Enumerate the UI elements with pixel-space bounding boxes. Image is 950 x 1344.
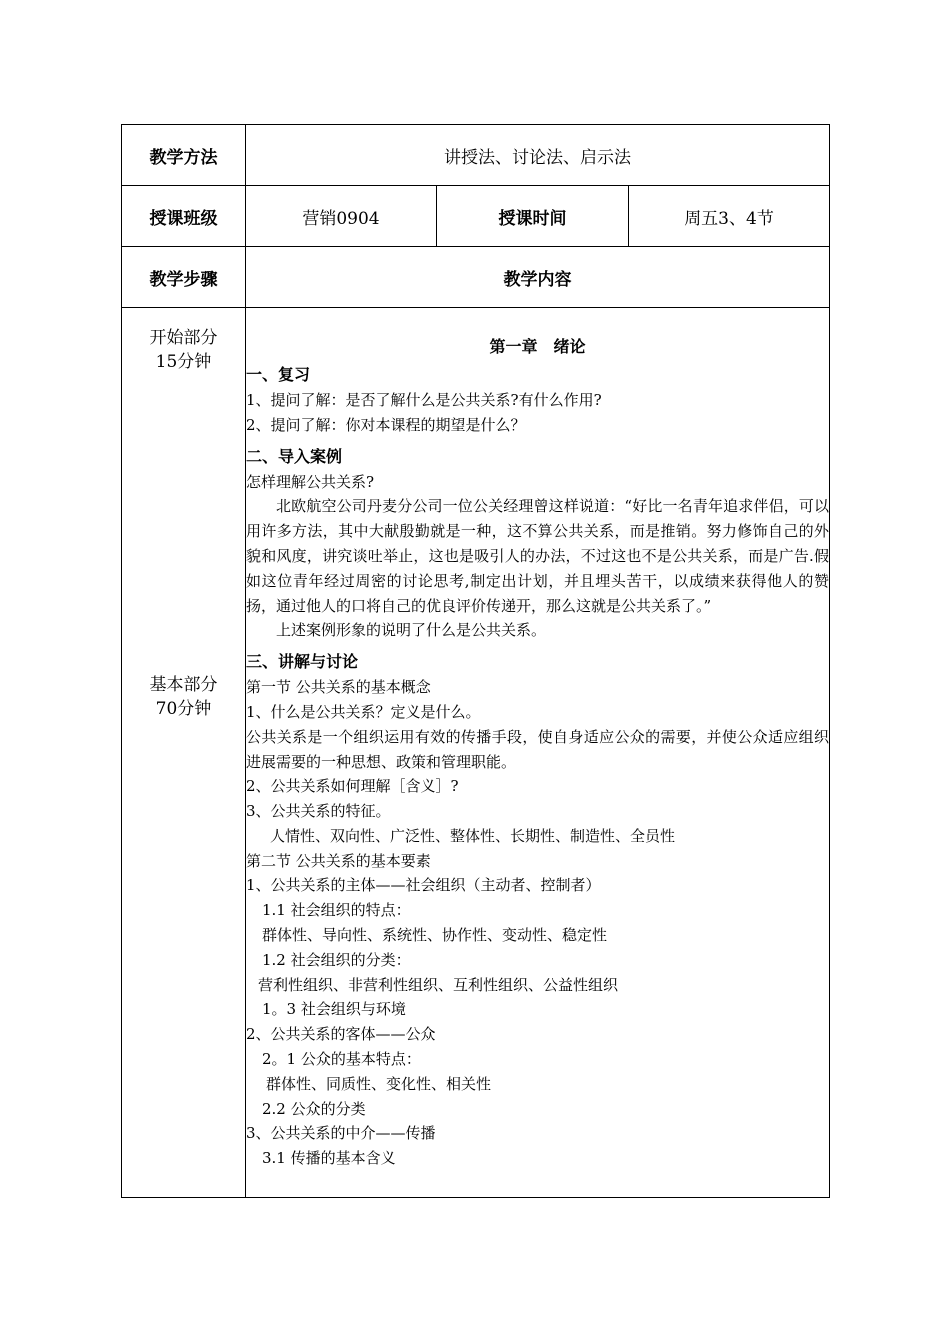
method-row <box>122 125 830 186</box>
case-question: 怎样理解公共关系? <box>246 472 375 491</box>
discussion-line: 3、公共关系的中介——传播 <box>246 1124 436 1143</box>
discussion-line: 1、公共关系的主体——社会组织（主动者、控制者） <box>246 876 601 895</box>
time-label: 授课时间 <box>437 186 629 247</box>
lesson-plan-table <box>121 124 830 1198</box>
discussion-line: 第一节 公共关系的基本概念 <box>246 678 431 697</box>
method-value: 讲授法、讨论法、启示法 <box>246 125 830 186</box>
discussion-line: 公共关系是一个组织运用有效的传播手段，使自身适应公众的需要，并使公众适应组织进展需要的一种思想、政策和管理职能。 <box>246 727 830 771</box>
discussion-line: 3.1 传播的基本含义 <box>262 1149 396 1168</box>
discussion-line: 1、什么是公共关系？定义是什么。 <box>246 702 481 721</box>
chapter-title: 第一章 绪论 <box>489 336 586 356</box>
body-row <box>122 308 830 1198</box>
discussion-line: 1.1 社会组织的特点： <box>262 901 411 920</box>
discussion-line: 1.2 社会组织的分类： <box>262 950 411 969</box>
discussion-line: 群体性、同质性、变化性、相关性 <box>266 1074 492 1093</box>
case-heading: 二、导入案例 <box>246 446 343 466</box>
discussion-line: 2、公共关系如何理解［含义］? <box>246 777 459 796</box>
content-column <box>246 308 830 1198</box>
start-step-duration: 15分钟 <box>155 352 212 372</box>
basic-step-duration: 70分钟 <box>155 699 212 719</box>
discussion-heading: 三、讲解与讨论 <box>246 652 359 672</box>
discussion-line: 2、公共关系的客体——公众 <box>246 1025 436 1044</box>
basic-step-name: 基本部分 <box>149 675 218 695</box>
discussion-lines <box>246 675 829 1171</box>
discussion-line: 2。1 公众的基本特点： <box>262 1050 421 1069</box>
class-label: 授课班级 <box>122 186 246 247</box>
steps-column <box>122 308 246 1198</box>
discussion-line: 群体性、导向性、系统性、协作性、变动性、稳定性 <box>262 926 608 945</box>
content-label: 教学内容 <box>246 247 830 308</box>
review-question-2: 2、提问了解：你对本课程的期望是什么？ <box>246 415 526 434</box>
class-row <box>122 186 830 247</box>
start-step-name: 开始部分 <box>149 328 218 348</box>
review-heading: 一、复习 <box>246 364 311 384</box>
discussion-line: 2.2 公众的分类 <box>262 1099 366 1118</box>
discussion-line: 1。3 社会组织与环境 <box>262 1000 406 1019</box>
discussion-line: 营利性组织、非营利性组织、互利性组织、公益性组织 <box>258 975 619 994</box>
steps-label: 教学步骤 <box>122 247 246 308</box>
start-step <box>122 326 245 374</box>
discussion-line: 第二节 公共关系的基本要素 <box>246 851 431 870</box>
case-summary: 上述案例形象的说明了什么是公共关系。 <box>276 621 547 640</box>
discussion-line: 3、公共关系的特征。 <box>246 802 391 821</box>
time-value: 周五3、4节 <box>629 186 830 247</box>
review-question-1: 1、提问了解：是否了解什么是公共关系?有什么作用? <box>246 390 602 409</box>
case-story: 北欧航空公司丹麦分公司一位公关经理曾这样说道：“好比一名青年追求伴侣，可以用许多方法，其中大献殷勤就是一种，这不算公共关系，而是推销。努力修饰自己的外貌和风度，讲究谈吐举止，这也是吸引人的办法，不过这也不是公共关系，而是广告.假如这位青年经过周密的讨论思考,制定出计划，并且埋头苦干，以成绩来获得他人的赞扬，通过他人的口将自己的优良评价传递开，那么这就是公共关系了。” <box>246 497 830 615</box>
discussion-line: 人情性、双向性、广泛性、整体性、长期性、制造性、全员性 <box>270 826 676 845</box>
class-value: 营销0904 <box>246 186 437 247</box>
method-label: 教学方法 <box>122 125 246 186</box>
steps-header-row <box>122 247 830 308</box>
basic-step <box>122 673 245 721</box>
